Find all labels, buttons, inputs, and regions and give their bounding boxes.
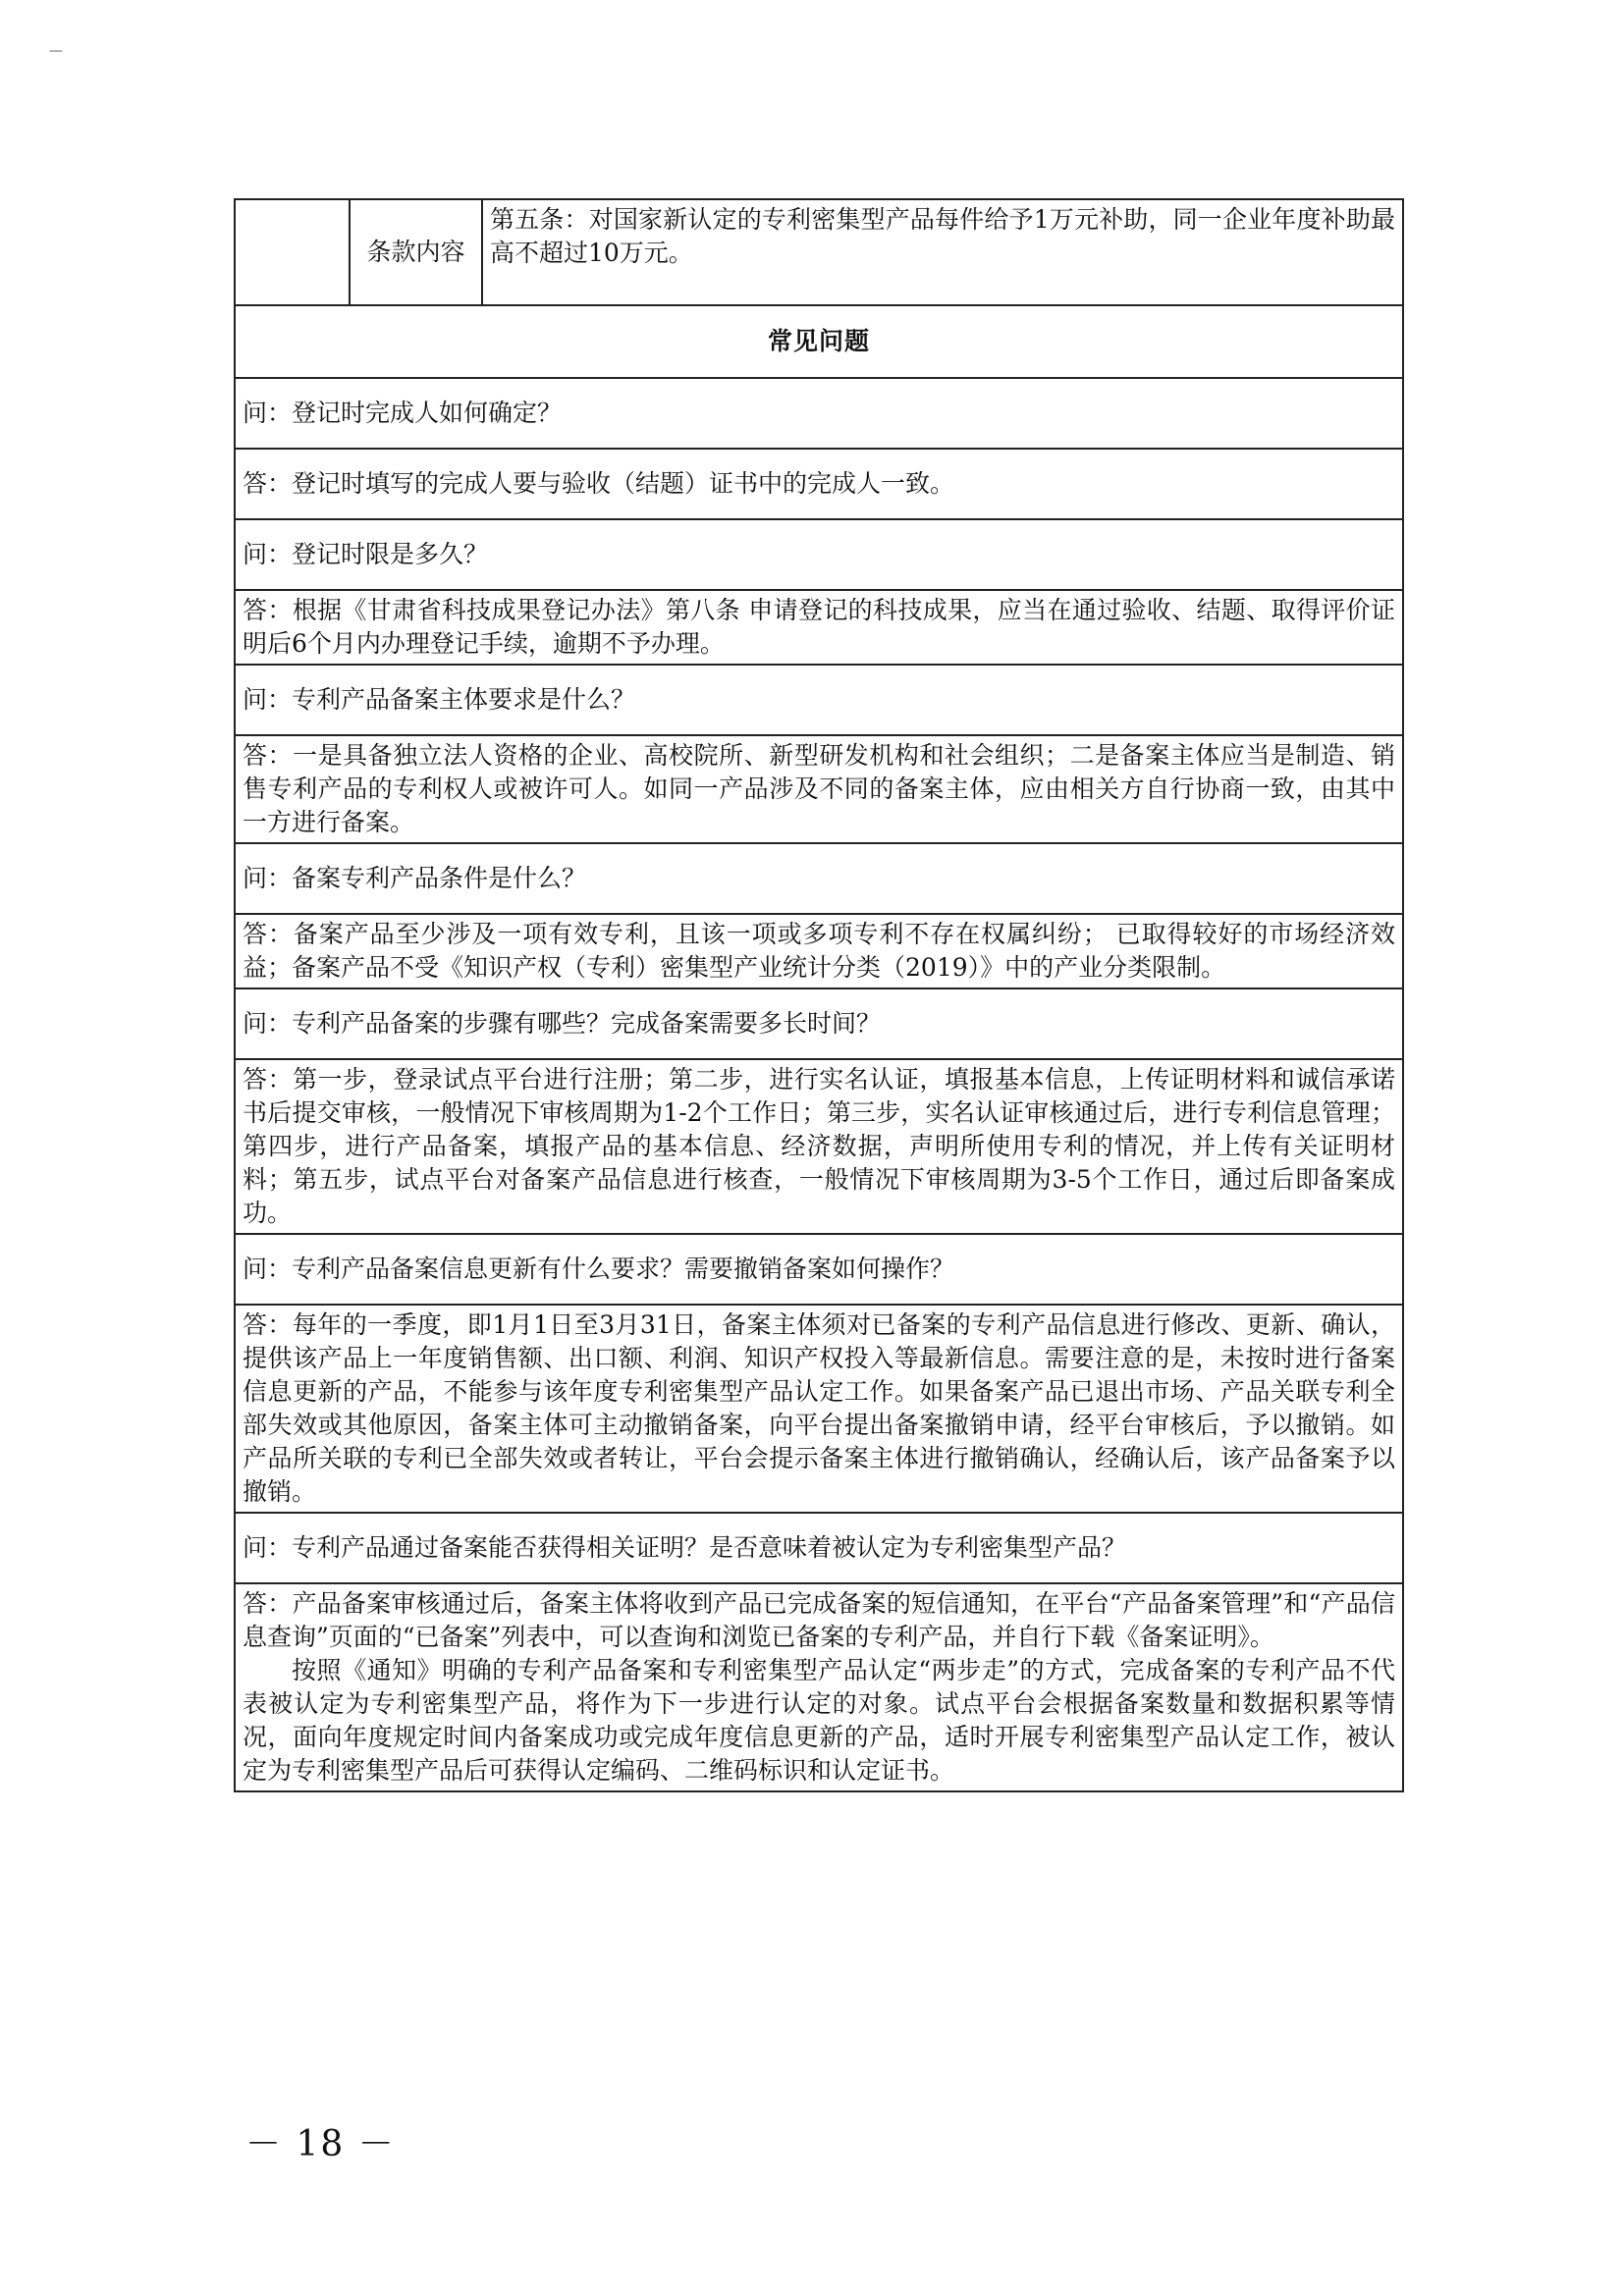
clause-label: 条款内容 — [350, 199, 482, 305]
clause-row — [235, 199, 1403, 305]
faq-question: 问：登记时限是多久？ — [235, 519, 1403, 590]
faq-answer-row — [235, 590, 1403, 665]
faq-answer: 答：根据《甘肃省科技成果登记办法》第八条 申请登记的科技成果，应当在通过验收、结题、取得评价证明后6个月内办理登记手续，逾期不予办理。 — [235, 590, 1403, 665]
faq-question-row — [235, 843, 1403, 914]
answer-paragraph: 按照《通知》明确的专利产品备案和专利密集型产品认定“两步走”的方式，完成备案的专利产品不代表被认定为专利密集型产品，将作为下一步进行认定的对象。试点平台会根据备案数量和数据积累等情况，面向年度规定时间内备案成功或完成年度信息更新的产品，适时开展专利密集型产品认定工作，被认定为专利密集型产品后可获得认定编码、二维码标识和认定证书。 — [243, 1656, 1395, 1785]
faq-question: 问：专利产品备案的步骤有哪些？完成备案需要多长时间？ — [235, 988, 1403, 1059]
blank-cell — [235, 199, 350, 305]
faq-question-row — [235, 665, 1403, 735]
faq-answer-row — [235, 449, 1403, 519]
faq-question: 问：备案专利产品条件是什么？ — [235, 843, 1403, 914]
faq-question: 问：专利产品备案信息更新有什么要求？需要撤销备案如何操作？ — [235, 1234, 1403, 1305]
policy-faq-table — [234, 198, 1404, 1792]
faq-answer-row — [235, 1583, 1403, 1791]
faq-question-row — [235, 988, 1403, 1059]
answer-paragraph: 答：产品备案审核通过后，备案主体将收到产品已完成备案的短信通知，在平台“产品备案管理”和“产品信息查询”页面的“已备案”列表中，可以查询和浏览已备案的专利产品，并自行下载《备案证明》。 — [243, 1589, 1395, 1651]
faq-answer: 答：备案产品至少涉及一项有效专利，且该一项或多项专利不存在权属纠纷； 已取得较好的市场经济效益；备案产品不受《知识产权（专利）密集型产业统计分类（2019）》中的产业分类限制。 — [235, 914, 1403, 988]
faq-answer-row — [235, 914, 1403, 988]
faq-question: 问：登记时完成人如何确定？ — [235, 378, 1403, 449]
faq-answer-row — [235, 1305, 1403, 1513]
faq-heading-row — [235, 305, 1403, 378]
faq-title: 常见问题 — [235, 305, 1403, 378]
faq-answer-row — [235, 1059, 1403, 1234]
faq-question-row — [235, 378, 1403, 449]
clause-content: 第五条：对国家新认定的专利密集型产品每件给予1万元补助，同一企业年度补助最高不超过10万元。 — [482, 199, 1403, 305]
faq-question-row — [235, 519, 1403, 590]
faq-answer: 答：每年的一季度，即1月1日至3月31日，备案主体须对已备案的专利产品信息进行修改、更新、确认，提供该产品上一年度销售额、出口额、利润、知识产权投入等最新信息。需要注意的是，未按时进行备案信息更新的产品，不能参与该年度专利密集型产品认定工作。如果备案产品已退出市场、产品关联专利全部失效或其他原因，备案主体可主动撤销备案，向平台提出备案撤销申请，经平台审核后，予以撤销。如产品所关联的专利已全部失效或者转让，平台会提示备案主体进行撤销确认，经确认后，该产品备案予以撤销。 — [235, 1305, 1403, 1513]
faq-question-row — [235, 1513, 1403, 1583]
faq-answer-row — [235, 735, 1403, 843]
faq-answer: 答：第一步，登录试点平台进行注册；第二步，进行实名认证，填报基本信息，上传证明材料和诚信承诺书后提交审核，一般情况下审核周期为1-2个工作日；第三步，实名认证审核通过后，进行专利信息管理；第四步，进行产品备案，填报产品的基本信息、经济数据，声明所使用专利的情况，并上传有关证明材料；第五步，试点平台对备案产品信息进行核查，一般情况下审核周期为3-5个工作日，通过后即备案成功。 — [235, 1059, 1403, 1234]
faq-answer — [235, 1583, 1403, 1791]
faq-answer: 答：一是具备独立法人资格的企业、高校院所、新型研发机构和社会组织；二是备案主体应当是制造、销售专利产品的专利权人或被许可人。如同一产品涉及不同的备案主体，应由相关方自行协商一致，由其中一方进行备案。 — [235, 735, 1403, 843]
faq-answer: 答：登记时填写的完成人要与验收（结题）证书中的完成人一致。 — [235, 449, 1403, 519]
page-number: － 18 － — [245, 2124, 396, 2164]
faq-question: 问：专利产品备案主体要求是什么？ — [235, 665, 1403, 735]
faq-question: 问：专利产品通过备案能否获得相关证明？是否意味着被认定为专利密集型产品？ — [235, 1513, 1403, 1583]
faq-question-row — [235, 1234, 1403, 1305]
corner-mark: — — [49, 43, 63, 59]
